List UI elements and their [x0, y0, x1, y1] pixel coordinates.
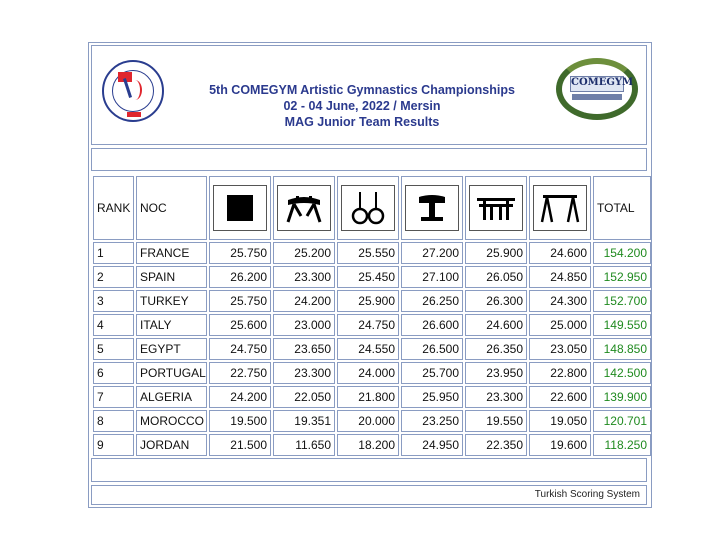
table-row	[93, 266, 651, 288]
noc-cell: MOROCCO	[136, 410, 207, 432]
score-cell: 26.250	[401, 290, 463, 312]
score-cell: 26.300	[465, 290, 527, 312]
spacer-row	[91, 148, 647, 171]
score-cell: 22.050	[273, 386, 335, 408]
championship-dates: 02 - 04 June, 2022 / Mersin	[283, 99, 441, 113]
score-cell: 25.450	[337, 266, 399, 288]
score-cell: 24.750	[209, 338, 271, 360]
total-cell: 139.900	[593, 386, 651, 408]
score-cell: 21.500	[209, 434, 271, 456]
score-cell: 27.200	[401, 242, 463, 264]
score-cell: 19.550	[465, 410, 527, 432]
apparatus-header-vault	[401, 176, 463, 240]
total-cell: 154.200	[593, 242, 651, 264]
noc-cell: JORDAN	[136, 434, 207, 456]
score-cell: 25.950	[401, 386, 463, 408]
comegym-logo-text: COMEGYM	[571, 77, 634, 88]
horizontal-bar-icon	[533, 185, 587, 231]
score-cell: 22.750	[209, 362, 271, 384]
score-cell: 26.200	[209, 266, 271, 288]
score-cell: 25.600	[209, 314, 271, 336]
rank-cell: 3	[93, 290, 134, 312]
apparatus-header-high-bar	[529, 176, 591, 240]
comegym-logo	[552, 54, 642, 124]
rank-cell: 1	[93, 242, 134, 264]
noc-header: NOC	[136, 176, 207, 240]
score-cell: 23.950	[465, 362, 527, 384]
score-cell: 25.550	[337, 242, 399, 264]
apparatus-header-rings	[337, 176, 399, 240]
header-panel	[91, 45, 647, 145]
total-cell: 149.550	[593, 314, 651, 336]
score-cell: 24.950	[401, 434, 463, 456]
score-cell: 23.250	[401, 410, 463, 432]
logo-year-band	[127, 112, 141, 117]
rank-cell: 5	[93, 338, 134, 360]
score-cell: 24.000	[337, 362, 399, 384]
table-header-row	[93, 176, 651, 240]
score-cell: 19.500	[209, 410, 271, 432]
score-cell: 24.750	[337, 314, 399, 336]
score-cell: 25.750	[209, 242, 271, 264]
noc-cell: ALGERIA	[136, 386, 207, 408]
score-cell: 25.000	[529, 314, 591, 336]
apparatus-header-pommel	[273, 176, 335, 240]
table-row	[93, 338, 651, 360]
score-cell: 24.850	[529, 266, 591, 288]
table-row	[93, 434, 651, 456]
score-cell: 24.200	[209, 386, 271, 408]
rank-cell: 7	[93, 386, 134, 408]
score-cell: 24.200	[273, 290, 335, 312]
table-row	[93, 242, 651, 264]
total-cell: 152.700	[593, 290, 651, 312]
rank-cell: 6	[93, 362, 134, 384]
championship-title: 5th COMEGYM Artistic Gymnastics Championships	[209, 83, 515, 97]
table-row	[93, 410, 651, 432]
table-row	[93, 314, 651, 336]
rank-header: RANK	[93, 176, 134, 240]
score-cell: 23.300	[273, 266, 335, 288]
score-cell: 22.600	[529, 386, 591, 408]
score-cell: 24.600	[529, 242, 591, 264]
score-cell: 24.300	[529, 290, 591, 312]
table-row	[93, 386, 651, 408]
score-cell: 23.300	[273, 362, 335, 384]
score-cell: 25.700	[401, 362, 463, 384]
score-cell: 26.600	[401, 314, 463, 336]
results-body	[93, 242, 651, 456]
noc-cell: TURKEY	[136, 290, 207, 312]
score-cell: 23.050	[529, 338, 591, 360]
rank-cell: 8	[93, 410, 134, 432]
footer-panel	[91, 485, 647, 505]
noc-cell: FRANCE	[136, 242, 207, 264]
turkish-gymnastics-federation-logo	[102, 60, 164, 122]
table-row	[93, 362, 651, 384]
parallel-bars-icon	[469, 185, 523, 231]
results-document	[88, 42, 652, 508]
still-rings-icon	[341, 185, 395, 231]
total-cell: 120.701	[593, 410, 651, 432]
results-subtitle: MAG Junior Team Results	[284, 115, 440, 129]
score-cell: 26.350	[465, 338, 527, 360]
pommel-horse-icon	[277, 185, 331, 231]
rank-cell: 9	[93, 434, 134, 456]
score-cell: 23.650	[273, 338, 335, 360]
title-block	[182, 82, 542, 130]
score-cell: 27.100	[401, 266, 463, 288]
score-cell: 22.350	[465, 434, 527, 456]
noc-cell: PORTUGAL	[136, 362, 207, 384]
total-cell: 142.500	[593, 362, 651, 384]
total-header: TOTAL	[593, 176, 651, 240]
results-table	[91, 174, 653, 458]
score-cell: 25.200	[273, 242, 335, 264]
score-cell: 18.200	[337, 434, 399, 456]
scoring-system-note: Turkish Scoring System	[534, 489, 640, 500]
score-cell: 24.600	[465, 314, 527, 336]
score-cell: 22.800	[529, 362, 591, 384]
score-cell: 25.900	[465, 242, 527, 264]
logo-ribbon	[572, 94, 622, 100]
vault-icon	[405, 185, 459, 231]
score-cell: 19.050	[529, 410, 591, 432]
score-cell: 21.800	[337, 386, 399, 408]
score-cell: 24.550	[337, 338, 399, 360]
total-cell: 152.950	[593, 266, 651, 288]
floor-exercise-icon	[213, 185, 267, 231]
total-cell: 118.250	[593, 434, 651, 456]
apparatus-header-floor	[209, 176, 271, 240]
rank-cell: 2	[93, 266, 134, 288]
apparatus-header-parallel-bars	[465, 176, 527, 240]
spacer-row	[91, 458, 647, 482]
score-cell: 26.500	[401, 338, 463, 360]
score-cell: 23.300	[465, 386, 527, 408]
score-cell: 20.000	[337, 410, 399, 432]
noc-cell: ITALY	[136, 314, 207, 336]
score-cell: 23.000	[273, 314, 335, 336]
total-cell: 148.850	[593, 338, 651, 360]
rank-cell: 4	[93, 314, 134, 336]
noc-cell: EGYPT	[136, 338, 207, 360]
score-cell: 11.650	[273, 434, 335, 456]
score-cell: 25.900	[337, 290, 399, 312]
score-cell: 19.351	[273, 410, 335, 432]
noc-cell: SPAIN	[136, 266, 207, 288]
table-row	[93, 290, 651, 312]
score-cell: 25.750	[209, 290, 271, 312]
score-cell: 19.600	[529, 434, 591, 456]
score-cell: 26.050	[465, 266, 527, 288]
